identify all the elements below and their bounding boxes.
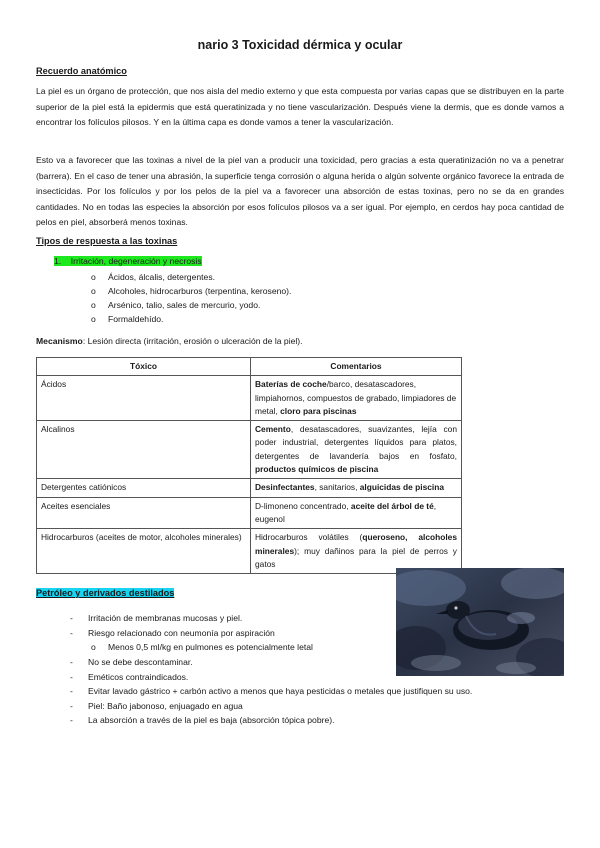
circle-bullet-icon: o — [91, 300, 96, 310]
item-number: 1. — [54, 256, 62, 266]
heading-petroleo: Petróleo y derivados destilados — [36, 588, 175, 598]
circle-bullet-icon: o — [91, 642, 96, 652]
list-item: o Alcoholes, hidrocarburos (terpentina, keroseno). — [91, 286, 292, 296]
dash-bullet-icon: - — [70, 686, 73, 696]
toxics-table — [36, 357, 462, 574]
table-row — [37, 421, 462, 479]
toxic-cell: Hidrocarburos (aceites de motor, alcoholes minerales) — [37, 529, 251, 574]
dash-bullet-icon: - — [70, 672, 73, 682]
numbered-item-irritacion — [54, 256, 202, 266]
dash-bullet-icon: - — [70, 715, 73, 725]
comment-cell: Cemento, desatascadores, suavizantes, lejía con poder industrial, detergentes líquidos para platos, detergentes de lavandería bajos en fosfato, productos químicos de piscina — [251, 421, 462, 479]
list-item: - Riesgo relacionado con neumonía por aspiración — [70, 628, 275, 638]
dash-bullet-icon: - — [70, 628, 73, 638]
list-item: - Piel: Baño jabonoso, enjuagado en agua — [70, 701, 243, 711]
paragraph-toxin-absorption: Esto va a favorecer que las toxinas a nivel de la piel van a producir una toxicidad, pero gracias a esta queratinización no va a penetrar (barrera). En el caso de tener una abrasión, la superficie tenga corrosión o alguna herida o algún solvente orgánico favorece la entrada de insecticidas. Por los folículos y por los pelos de la piel va a favorecer una absorción de estas toxinas, pero no se da en grandes cantidades. No en todas las especies la absorción por esos folículos pilosos va a ser igual. Por ejemplo, en cerdos hay poca cantidad de pelos en piel, absorberá menos toxinas. — [36, 155, 564, 227]
heading-tipos-respuesta: Tipos de respuesta a las toxinas — [36, 236, 178, 246]
list-item: o Menos 0,5 ml/kg en pulmones es potencialmente letal — [91, 642, 313, 652]
table-row — [37, 479, 462, 497]
list-item: - No se debe descontaminar. — [70, 657, 193, 667]
circle-bullet-icon: o — [91, 272, 96, 282]
page-title: nario 3 Toxicidad dérmica y ocular — [197, 38, 403, 52]
list-item: - Eméticos contraindicados. — [70, 672, 189, 682]
toxic-cell: Alcalinos — [37, 421, 251, 479]
comment-cell: Desinfectantes, sanitarios, alguicidas de piscina — [251, 479, 462, 497]
circle-bullet-icon: o — [91, 314, 96, 324]
table-row — [37, 529, 462, 574]
toxic-cell: Detergentes catiónicos — [37, 479, 251, 497]
list-item: o Arsénico, talio, sales de mercurio, yodo. — [91, 300, 261, 310]
dash-bullet-icon: - — [70, 701, 73, 711]
list-item: - Evitar lavado gástrico + carbón activo a menos que haya pesticidas o metales que justifiquen su uso. — [70, 686, 473, 696]
list-item: - La absorción a través de la piel es baja (absorción tópica pobre). — [70, 715, 335, 725]
table-row — [37, 376, 462, 421]
list-item: o Ácidos, álcalis, detergentes. — [91, 272, 216, 282]
comment-cell: Hidrocarburos volátiles (queroseno, alcoholes minerales); muy dañinos para la piel de perros y gatos — [251, 529, 462, 574]
item-label: Irritación, degeneración y necrosis — [70, 256, 202, 266]
toxic-cell: Aceites esenciales — [37, 497, 251, 529]
comment-cell: D-limoneno concentrado, aceite del árbol de té, eugenol — [251, 497, 462, 529]
column-header-toxico: Tóxico — [37, 358, 251, 376]
column-header-comentarios: Comentarios — [251, 358, 462, 376]
list-item: - Irritación de membranas mucosas y piel. — [70, 613, 243, 623]
paragraph-skin-structure: La piel es un órgano de protección, que nos aisla del medio externo y que esta compuesta por varias capas que se distribuyen en la parte superior de la piel está la epidermis que está queratinizada y no tiene vascularización. Después viene la dermis, que es donde vamos a encontrar los folículos pilosos. Y en la última capa es donde vamos a tener la vascularización. — [36, 86, 564, 127]
toxic-cell: Ácidos — [37, 376, 251, 421]
mechanism-label: Mecanismo — [36, 336, 83, 346]
dash-bullet-icon: - — [70, 613, 73, 623]
circle-bullet-icon: o — [91, 286, 96, 296]
table-header-row — [37, 358, 462, 376]
comment-cell: Baterías de coche/barco, desatascadores, limpiahornos, compuestos de grabado, limpiadores de metal, cloro para piscinas — [251, 376, 462, 421]
oil-covered-bird-photo — [396, 568, 564, 676]
dash-bullet-icon: - — [70, 657, 73, 667]
mechanism-line — [36, 336, 303, 346]
table-row — [37, 497, 462, 529]
mechanism-text: : Lesión directa (irritación, erosión o ulceración de la piel). — [82, 336, 303, 346]
heading-recuerdo-anatomico: Recuerdo anatómico — [36, 66, 127, 76]
list-item: o Formaldehído. — [91, 314, 164, 324]
